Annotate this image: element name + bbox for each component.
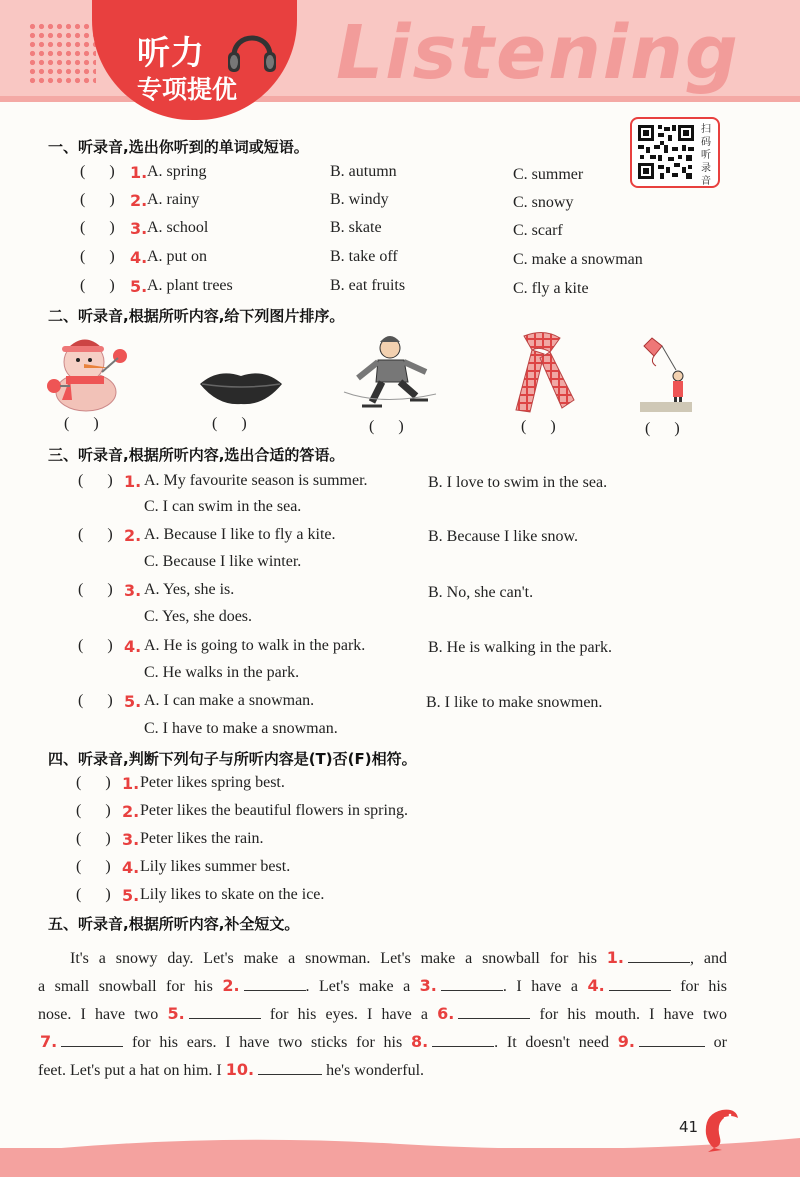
picture-order-bracket[interactable]: ( ) [521,418,556,435]
statement-text: Lily likes to skate on the ice. [140,886,325,903]
qr-caption: 扫 码 听 录 音 [701,124,711,187]
s3-question-row [0,526,800,548]
header-band-edge [0,96,800,102]
answer-blank[interactable] [441,974,503,991]
s4-statement-row [0,774,800,796]
footer-band [0,1148,800,1177]
section1-title: 一、听录音,选出你听到的单词或短语。 [48,138,309,156]
blank-number: 6. [437,1004,455,1023]
section4-title: 四、听录音,判断下列句子与所听内容是(T)否(F)相符。 [48,750,417,768]
passage-text: . It doesn't need [494,1034,618,1051]
scarf-icon [510,330,580,416]
answer-bracket[interactable]: ( ) [78,526,113,543]
question-number: 3. [124,581,142,600]
s3-option-c-row [0,664,800,686]
option-b: B. take off [330,248,398,265]
passage-text: for his mouth. I have two [530,1006,728,1023]
picture-order-bracket[interactable]: ( ) [212,415,247,432]
option-a: A. Because I like to fly a kite. [144,526,336,543]
passage-line [0,1002,800,1026]
s4-statement-row [0,858,800,880]
option-b: B. windy [330,191,389,208]
option-c: C. He walks in the park. [144,664,300,681]
answer-blank[interactable] [628,946,690,963]
blank-number: 8. [410,1032,429,1051]
skater-icon [342,332,438,414]
option-c: C. Because I like winter. [144,553,302,570]
picture-order-bracket[interactable]: ( ) [369,418,404,435]
section-title-sub: 专项提优 [137,77,238,104]
option-c: C. fly a kite [513,280,589,297]
question-number: 4. [122,858,140,877]
option-c: C. I can swim in the sea. [144,498,302,515]
blank-number: 2. [222,976,240,995]
s4-statement-row [0,802,800,824]
passage-text: , and [690,950,727,967]
banner-word: Listening [336,10,740,96]
section3-title: 三、听录音,根据所听内容,选出合适的答语。 [48,446,345,464]
statement-text: Lily likes summer best. [140,858,291,875]
blank-number: 5. [167,1004,185,1023]
answer-blank[interactable] [609,974,671,991]
option-b: B. No, she can't. [428,584,534,601]
passage-text: . I have a [502,978,588,995]
question-number: 3. [130,219,148,238]
option-c: C. scarf [513,222,563,239]
page-number: 41 [679,1118,699,1136]
option-c: C. snowy [513,194,574,211]
blank-number: 1. [606,948,625,967]
picture-order-bracket[interactable]: ( ) [645,420,680,437]
option-b: B. autumn [330,163,397,180]
passage-text: . Let's make a [305,978,420,995]
lips-icon [196,362,286,410]
s3-question-row [0,581,800,603]
blank-number: 10. [225,1060,255,1079]
question-number: 1. [122,774,140,793]
question-number: 2. [130,191,148,210]
passage-line [0,1030,800,1054]
s1-question-row [0,163,800,185]
question-number: 5. [122,886,140,905]
s3-question-row [0,472,800,494]
tf-bracket[interactable]: ( ) [76,858,111,875]
picture-order-bracket[interactable]: ( ) [64,415,99,432]
s3-option-c-row [0,720,800,742]
blank-number: 4. [587,976,605,995]
answer-blank[interactable] [258,1058,322,1075]
s1-question-row [0,277,800,299]
s3-option-c-row [0,553,800,575]
question-number: 5. [130,277,148,296]
answer-blank[interactable] [432,1030,494,1047]
statement-text: Peter likes the beautiful flowers in spring. [140,802,408,819]
option-b: B. I like to make snowmen. [426,694,603,711]
option-a: A. rainy [147,191,200,208]
tf-bracket[interactable]: ( ) [76,830,111,847]
option-c: C. summer [513,166,584,183]
answer-bracket[interactable]: ( ) [80,248,115,265]
option-b: B. eat fruits [330,277,406,294]
passage-line [0,974,800,998]
option-b: B. Because I like snow. [428,528,579,545]
option-a: A. I can make a snowman. [144,692,315,709]
tf-bracket[interactable]: ( ) [76,802,111,819]
passage-text: for his [670,978,728,995]
question-number: 1. [130,163,148,182]
answer-bracket[interactable]: ( ) [78,472,113,489]
s3-question-row [0,637,800,659]
s1-question-row [0,219,800,241]
headphones-icon [224,22,280,80]
blank-number: 9. [617,1032,635,1051]
option-a: A. My favourite season is summer. [144,472,368,489]
answer-bracket[interactable]: ( ) [78,637,113,654]
question-number: 4. [124,637,142,656]
passage-text: feet. Let's put a hat on him. I [38,1062,226,1079]
option-a: A. school [147,219,209,236]
answer-bracket[interactable]: ( ) [80,191,115,208]
s3-option-c-row [0,608,800,630]
passage-text: for his eyes. I have a [260,1006,438,1023]
option-a: A. plant trees [147,277,233,294]
answer-bracket[interactable]: ( ) [78,581,113,598]
option-a: A. Yes, she is. [144,581,235,598]
section2-title: 二、听录音,根据所听内容,给下列图片排序。 [48,307,345,325]
answer-blank[interactable] [189,1002,261,1019]
question-number: 1. [124,472,142,491]
passage-text: or [704,1034,727,1051]
answer-blank[interactable] [244,974,306,991]
dolphin-icon [700,1104,742,1152]
option-a: A. He is going to walk in the park. [144,637,366,654]
answer-bracket[interactable]: ( ) [80,277,115,294]
option-c: C. make a snowman [513,251,643,268]
passage-line [0,946,800,970]
blank-number: 3. [419,976,437,995]
passage-line [0,1058,800,1082]
s4-statement-row [0,830,800,852]
option-a: A. put on [147,248,207,265]
s3-question-row [0,692,800,714]
question-number: 2. [124,526,142,545]
section-title-main: 听力 [137,36,205,72]
s4-statement-row [0,886,800,908]
answer-blank[interactable] [639,1030,705,1047]
answer-bracket[interactable]: ( ) [80,219,115,236]
passage-text: a small snowball for his [38,978,223,995]
option-b: B. skate [330,219,382,236]
tf-bracket[interactable]: ( ) [76,774,111,791]
answer-bracket[interactable]: ( ) [80,163,115,180]
passage-text: for his ears. I have two sticks for his [123,1034,411,1051]
passage-text: nose. I have two [38,1006,168,1023]
question-number: 5. [124,692,142,711]
snowman-icon [40,328,132,412]
passage-text: It's a snowy day. Let's make a snowman. Let's make a snowball for his [70,950,607,967]
kite-icon [640,332,692,414]
blank-number: 7. [40,1032,58,1051]
option-c: C. Yes, she does. [144,608,253,625]
answer-blank[interactable] [61,1030,123,1047]
option-a: A. spring [147,163,207,180]
option-b: B. I love to swim in the sea. [428,474,608,491]
answer-blank[interactable] [458,1002,530,1019]
passage-text: he's wonderful. [322,1062,425,1079]
option-c: C. I have to make a snowman. [144,720,338,737]
question-number: 3. [122,830,140,849]
statement-text: Peter likes spring best. [140,774,285,791]
section5-title: 五、听录音,根据所听内容,补全短文。 [48,915,300,933]
question-number: 4. [130,248,148,267]
s3-option-c-row [0,498,800,520]
answer-bracket[interactable]: ( ) [78,692,113,709]
statement-text: Peter likes the rain. [140,830,264,847]
s1-question-row [0,248,800,270]
tf-bracket[interactable]: ( ) [76,886,111,903]
option-b: B. He is walking in the park. [428,639,612,656]
dot-pattern [28,22,96,84]
question-number: 2. [122,802,140,821]
s1-question-row [0,191,800,213]
